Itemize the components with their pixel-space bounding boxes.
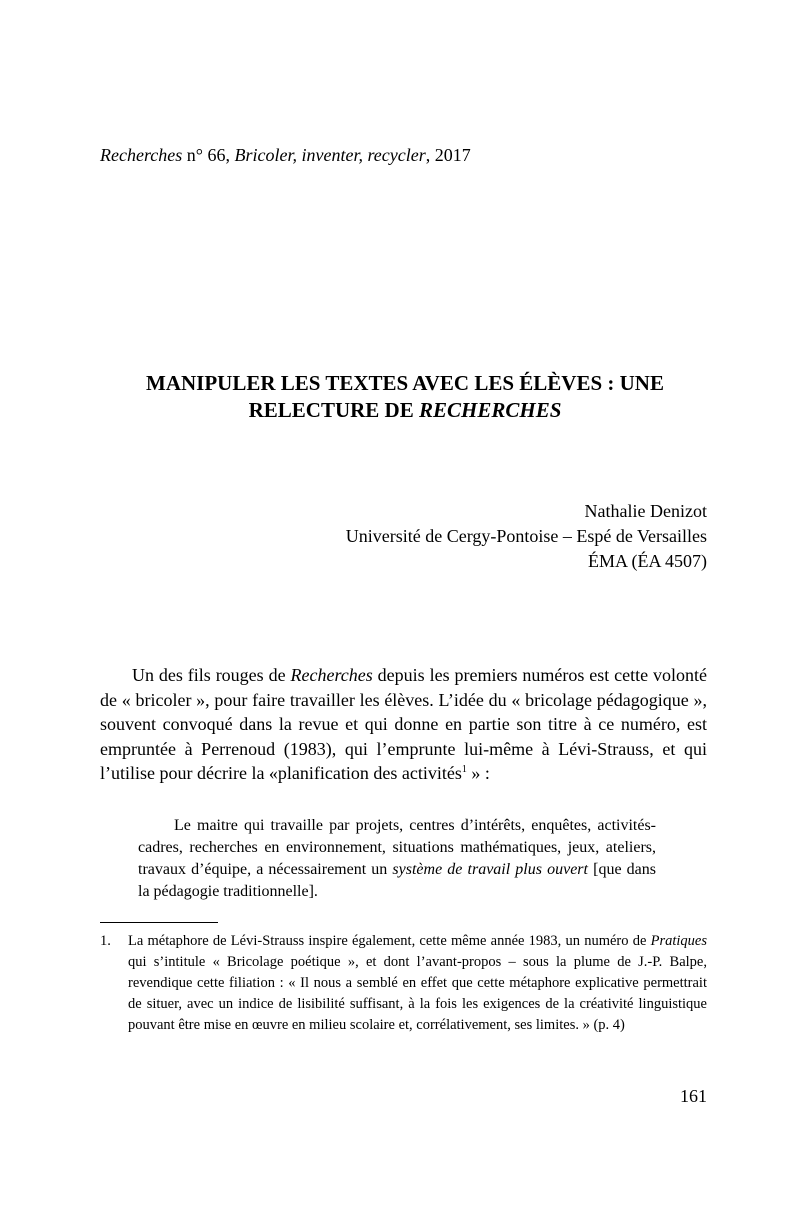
issue-year: , 2017 [425,145,471,165]
quote-text-b: [que dans la pédagogie traditionnelle]. [138,861,656,900]
body-text-c: » : [466,763,490,783]
article-title [100,370,710,424]
running-header [100,143,471,167]
author-affiliation: Université de Cergy-Pontoise – Espé de Versailles [345,526,707,546]
issue-number: n° 66, [182,145,235,165]
body-text-b: depuis les premiers numéros est cette volonté de « bricoler », pour faire travailler les élèves. L’idée du « bricolage pédagogique », souvent convoqué dans la revue et qui donne en partie son titre à ce numéro, est empruntée à Perrenoud (1983), qui l’emprunte lui-même à Lévi-Strauss, et qui l’utilise pour décrire la «planification des activités [100,665,707,783]
author-name: Nathalie Denizot [584,501,707,521]
body-paragraph [100,663,707,786]
author-lab: ÉMA (ÉA 4507) [588,551,707,571]
quote-text-a: Le maitre qui travaille par projets, centres d’intérêts, enquêtes, activités-cadres, recherches en environnement, situations mathématiques, jeux, ateliers, travaux d’équipe, a nécessairement un [138,817,656,878]
title-emphasis: RECHERCHES [418,398,562,422]
issue-theme: Bricoler, inventer, recycler [234,145,426,165]
body-journal: Recherches [290,665,373,685]
footnote-number: 1. [100,933,111,949]
block-quote [138,815,656,903]
footnote-text-b: qui s’intitule « Bricolage poétique », et dont l’avant-propos – sous la plume de J.-P. Balpe, revendique cette filiation : « Il nous a semblé en effet que cette métaphore explicative permettrait de situer, avec un indice de lisibilité suffisant, à la fois les exigences de la créativité linguistique pouvant être mise en œuvre en milieu scolaire et, corrélativement, ses limites. » (p. 4) [128,954,707,1033]
page-number: 161 [680,1086,707,1106]
footnote-text-a: La métaphore de Lévi-Strauss inspire également, cette même année 1983, un numéro de [128,933,651,949]
footnote-ref: 1 [461,764,467,775]
journal-name: Recherches [100,145,183,165]
author-block [346,499,707,574]
footnote [100,931,707,1036]
footnote-body [128,931,707,1036]
quote-emphasis: système de travail plus ouvert [392,861,588,878]
body-text-a: Un des fils rouges de [132,665,291,685]
footnote-journal: Pratiques [650,933,707,949]
footnote-divider [100,922,218,923]
title-main: MANIPULER LES TEXTES AVEC LES ÉLÈVES : UNE RELECTURE DE [146,371,664,422]
